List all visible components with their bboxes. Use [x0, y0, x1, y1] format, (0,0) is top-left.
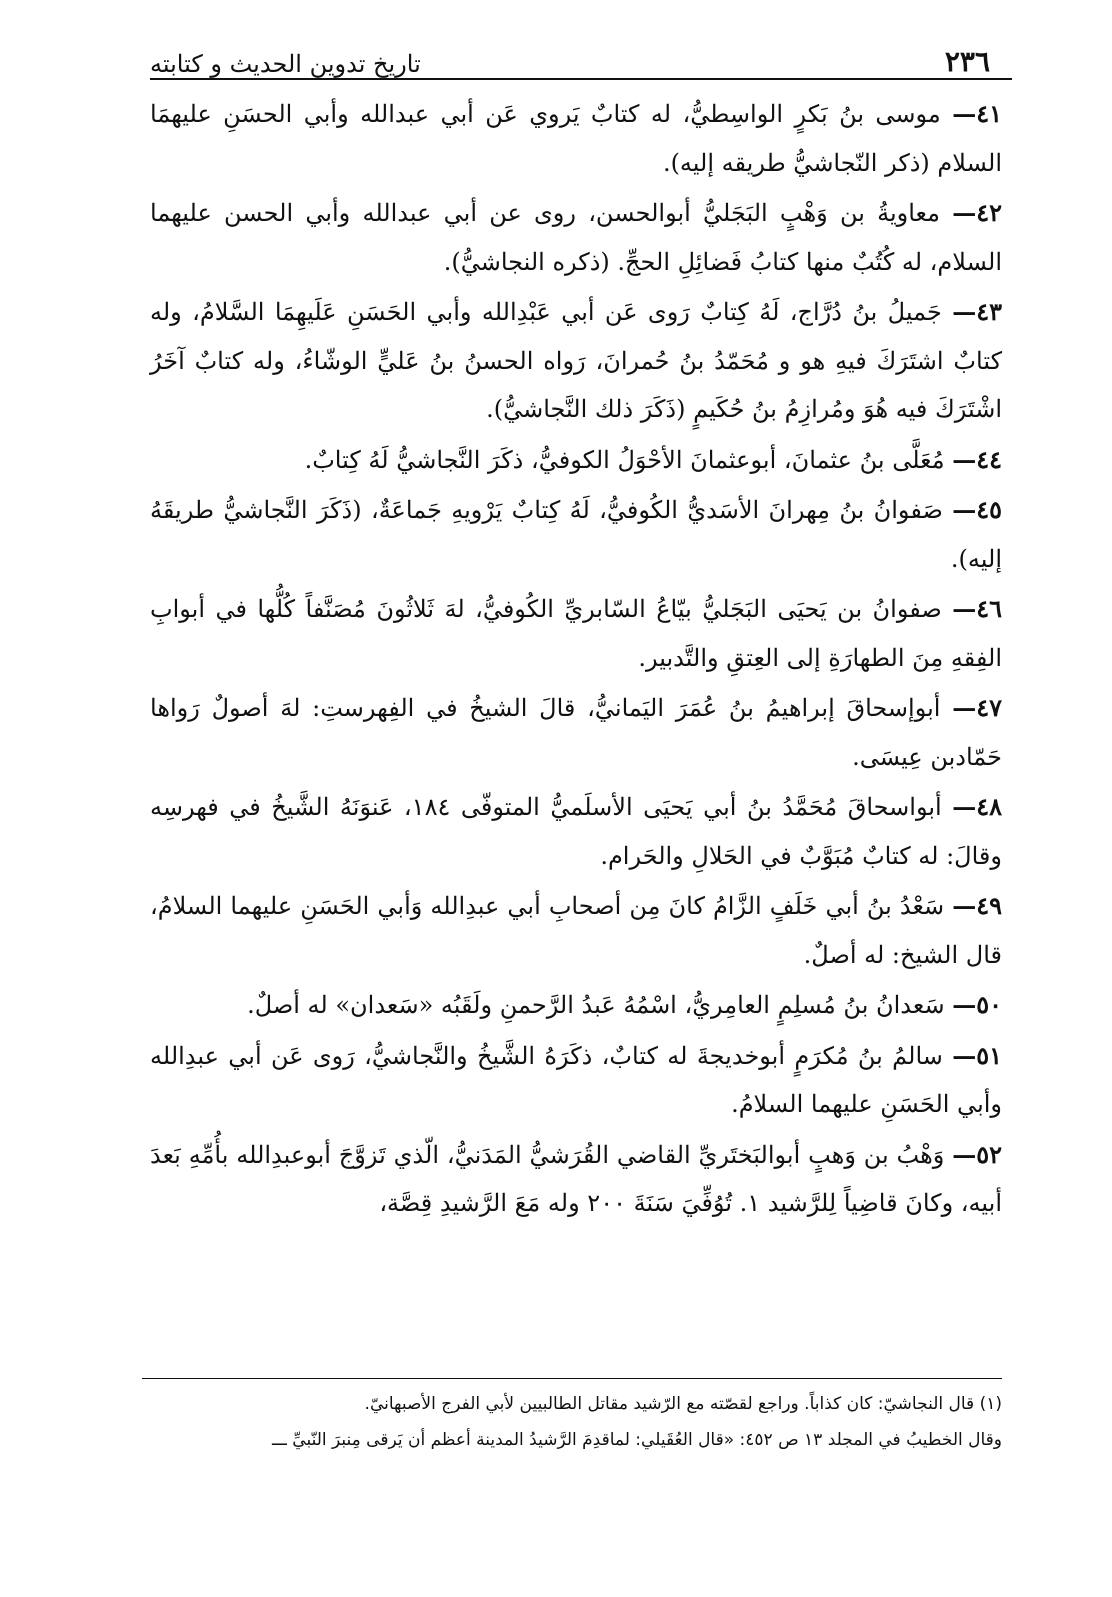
entry-number: ٤٦— [952, 594, 1002, 623]
entry-text: سَعدانُ بنُ مُسلِمٍ العامِريُّ، اسْمُهُ عَبدُ الرَّحمنِ ولَقَبُه «سَعدان» له أصلٌ. [247, 991, 945, 1019]
entry-45 [150, 486, 1002, 583]
entry-number: ٤٧— [952, 693, 1002, 722]
entry-text: مُعَلَّى بنُ عثمانَ، أبوعثمانَ الأحْوَلُ الكوفيُّ، ذكَرَ النَّجاشيُّ لَهُ كِتابٌ. [304, 445, 945, 474]
entry-text: موسى بنُ بَكرٍ الواسِطيُّ، له كتابٌ يَروي عَن أبي عبدالله وأبي الحسَنِ عليهمَا السلام (ذكر النّجاشيُّ طريقه إليه). [150, 100, 1002, 177]
entry-44 [150, 436, 1002, 485]
entry-51 [150, 1032, 1002, 1129]
entry-number: ٤٥— [952, 495, 1002, 524]
footnote-rule [142, 1378, 1002, 1379]
entry-41 [150, 90, 1002, 187]
entry-number: ٥٠— [952, 990, 1002, 1019]
entry-49 [150, 882, 1002, 979]
entry-number: ٤٢— [952, 198, 1002, 227]
entry-47 [150, 684, 1002, 781]
entry-text: سالمُ بنُ مُكرَمٍ أبوخديجةَ له كتابٌ، ذكَرَهُ الشَّيخُ والنَّجاشيُّ، رَوى عَن أبي عبدِالله وأبي الحَسَنِ عليهما السلامُ. [150, 1041, 1002, 1118]
entry-text: أبواسحاقَ مُحَمَّدُ بنُ أبي يَحيَى الأسلَميُّ المتوفّى ١٨٤، عَنوَنَهُ الشَّيخُ في فهرسِه وقالَ: له كتابٌ مُبَوَّبٌ في الحَلالِ والحَرام. [150, 793, 1002, 870]
entry-text: معاويةُ بن وَهْبٍ البَجَليُّ أبوالحسن، روى عن أبي عبدالله وأبي الحسن عليهما السلام، له كُتُبٌ منها كتابُ فَضائِلِ الحجِّ. (ذكره النجاشيُّ). [150, 199, 1002, 276]
footnote-1: (١) قال النجاشيّ: كان كذاباً. وراجع لقصّته مع الرّشيد مقاتل الطالبيين لأبي الفرج الأصبهانيّ. [364, 1394, 1002, 1414]
entry-46 [150, 585, 1002, 682]
footnotes [105, 1386, 1002, 1458]
main-text [150, 90, 1002, 1230]
running-title: تاريخ تدوين الحديث و كتابته [150, 50, 421, 78]
footnote-1-continuation: وقال الخطيبُ في المجلد ١٣ ص ٤٥٢: «قال العُقَيلي: لماقدِمَ الرَّشيدُ المدينة أعظم أن يَرقى مِنبرَ النّبيِّ ـــ [271, 1430, 1002, 1450]
entry-text: جَميلُ بنُ دُرَّاج، لَهُ كِتابٌ رَوى عَن أبي عَبْدِالله وأبي الحَسَنِ عَلَيهِمَا السَّلامُ، وله كتابٌ اشتَرَكَ فيهِ هو و مُحَمّدُ بنُ حُمرانَ، رَواه الحسنُ بنُ عَليٍّ الوشّاءُ، وله كتابٌ آخَرُ اشْتَرَكَ فيه هُوَ ومُرازِمُ بنُ حُكَيمٍ (ذَكَرَ ذلك النَّجاشيُّ). [150, 298, 1002, 423]
entry-42 [150, 189, 1002, 286]
entry-text: سَعْدُ بنُ أبي خَلَفٍ الزَّامُ كانَ مِن أصحابِ أبي عبدِالله وَأبي الحَسَنِ عليهما السلامُ، قال الشيخ: له أصلٌ. [150, 892, 1002, 969]
entry-52 [150, 1131, 1002, 1228]
entry-text: صَفوانُ بنُ مِهرانَ الأسَديُّ الكُوفيُّ، لَهُ كِتابٌ يَرْويهِ جَماعَةٌ، (ذَكَرَ النَّجاشيُّ طريقَهُ إليه). [150, 496, 1002, 573]
entry-number: ٤٨— [952, 792, 1002, 821]
entry-43 [150, 288, 1002, 434]
entry-number: ٥١— [952, 1040, 1002, 1070]
entry-number: ٤١— [952, 99, 1002, 128]
entry-48 [150, 783, 1002, 880]
entry-text: وَهْبُ بن وَهبٍ أبوالبَختَريِّ القاضي القُرَشيُّ المَدَنيُّ، الّذي تَزوَّجَ أبوعبدِالله بأُمِّهِ بَعدَ أبيه، وكانَ قاضِياً لِلرَّشيد ١. تُوُفِّيَ سَنَةَ ٢٠٠ وله مَعَ الرَّشيدِ قِصَّة، [150, 1140, 1002, 1217]
entry-number: ٤٣— [952, 297, 1002, 326]
entry-text: صفوانُ بن يَحيَى البَجَليُّ بيّاعُ السّابريِّ الكُوفيُّ، لهَ ثَلاثُونَ مُصَنَّفاً كُلُّها في أبوابِ الفِقهِ مِنَ الطهارَةِ إلى العِتقِ والتَّدبير. [150, 595, 1002, 672]
entry-number: ٤٤— [952, 444, 1002, 474]
entry-text: أبوإسحاقَ إبراهيمُ بنُ عُمَرَ اليَمانيُّ، قالَ الشيخُ في الفِهرستِ: لهَ أصولٌ رَواها حَمّادبن عِيسَى. [150, 694, 1002, 771]
header-rule [150, 78, 1012, 80]
page-header [150, 38, 990, 78]
page-number: ٢٣٦ [944, 45, 990, 78]
entry-number: ٤٩— [952, 891, 1002, 920]
entry-50 [150, 981, 1002, 1030]
entry-number: ٥٢— [952, 1139, 1002, 1169]
